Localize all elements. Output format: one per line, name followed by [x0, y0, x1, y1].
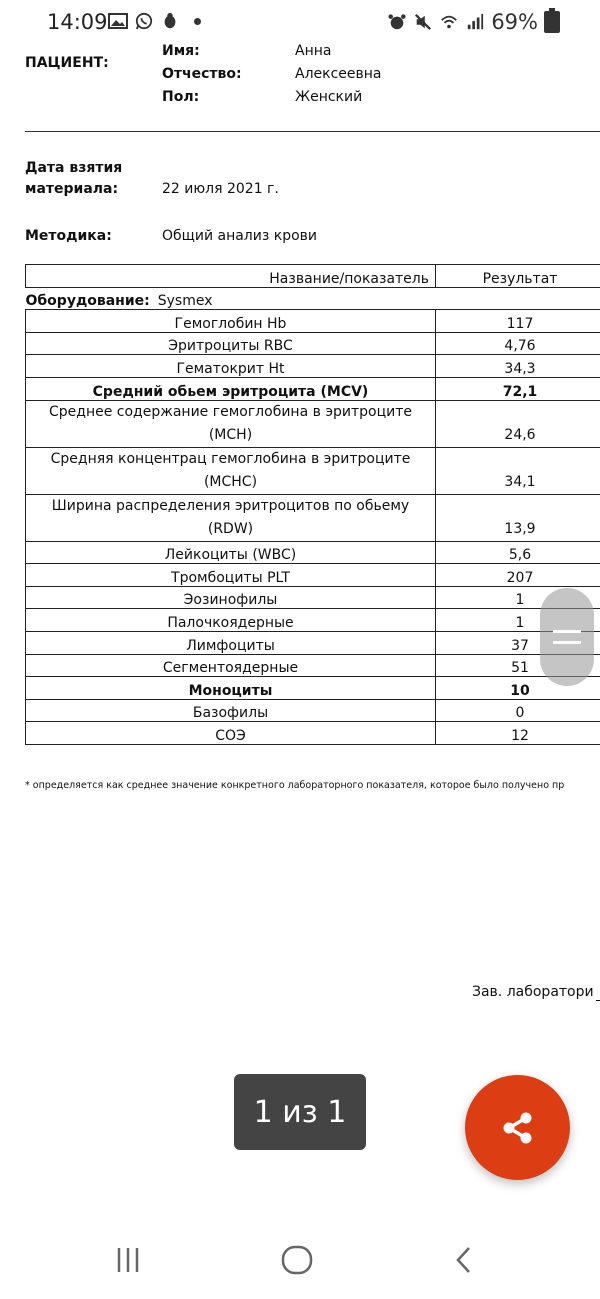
header-result: Результат: [436, 265, 600, 288]
row-name: Лейкоциты (WBC): [26, 541, 436, 564]
recents-button[interactable]: [108, 1240, 148, 1280]
row-result: 34,3: [436, 355, 600, 378]
row-result: 24,6: [436, 400, 600, 447]
sample-date-label: материала:: [25, 181, 119, 197]
recents-icon: [113, 1245, 143, 1275]
table-row: [26, 355, 600, 378]
page-indicator: 1 из 1: [234, 1074, 366, 1150]
status-time: 14:09: [47, 10, 108, 34]
row-name: Среднее содержание гемоглобина в эритроците: [49, 403, 412, 420]
row-name: Базофилы: [26, 699, 436, 722]
scroll-grip-line: [553, 641, 581, 644]
back-icon: [449, 1245, 479, 1275]
row-name: Лимфоциты: [26, 631, 436, 654]
sample-date-value: 22 июля 2021 г.: [162, 181, 279, 197]
row-result: 72,1: [436, 377, 600, 400]
row-result: 10: [436, 677, 600, 700]
table-header-row: [26, 265, 600, 288]
signature-text: Зав. лаборатори: [472, 984, 594, 1000]
row-result: 0: [436, 699, 600, 722]
row-name: Сегментоядерные: [26, 654, 436, 677]
footnote: * определяется как среднее значение конкретного лабораторного показателя, которое было получено пр: [25, 780, 565, 791]
table-row: [26, 654, 600, 677]
equipment-label: Оборудование:: [25, 293, 150, 310]
row-name: Гемоглобин Hb: [26, 310, 436, 333]
home-button[interactable]: [277, 1240, 317, 1280]
row-name: Эозинофилы: [26, 586, 436, 609]
row-result: 12: [436, 722, 600, 745]
row-name: Средний обьем эритроцита (MCV): [26, 377, 436, 400]
home-icon: [280, 1243, 314, 1277]
results-table: [25, 264, 600, 745]
row-result: 1: [436, 609, 600, 632]
table-row: [26, 722, 600, 745]
header-name: Название/показатель: [26, 265, 436, 288]
row-name: Средняя концентрац гемоглобина в эритроците: [50, 450, 411, 467]
table-row: [26, 541, 600, 564]
patient-field-value: Женский: [295, 89, 363, 105]
row-name: Эритроциты RBC: [26, 332, 436, 355]
table-row: [26, 699, 600, 722]
row-result: 4,76: [436, 332, 600, 355]
patient-field-value: Алексеевна: [295, 66, 382, 82]
row-name-abbr: (RDW): [207, 520, 254, 537]
row-name: Тромбоциты PLT: [26, 564, 436, 587]
method-label: Методика:: [25, 228, 112, 244]
row-result: 117: [436, 310, 600, 333]
equipment-row: [26, 287, 600, 310]
divider: [25, 131, 600, 132]
row-name: СОЭ: [26, 722, 436, 745]
table-row: [26, 310, 600, 333]
patient-field-label: Пол:: [162, 89, 200, 105]
row-name-abbr: (MCH): [208, 426, 253, 443]
patient-label: ПАЦИЕНТ:: [25, 55, 109, 71]
row-result: 13,9: [436, 494, 600, 541]
fast-scroll-handle[interactable]: [540, 588, 594, 686]
table-row: [26, 564, 600, 587]
share-button[interactable]: [465, 1075, 570, 1180]
row-result: 5,6: [436, 541, 600, 564]
back-button[interactable]: [444, 1240, 484, 1280]
signature-line: [472, 984, 594, 1000]
table-row: [26, 494, 600, 541]
row-result: 51: [436, 654, 600, 677]
scroll-grip-line: [553, 630, 581, 633]
patient-field-value: Анна: [295, 43, 332, 59]
row-result: 37: [436, 631, 600, 654]
table-row: [26, 631, 600, 654]
row-name-abbr: (MCHC): [203, 473, 258, 490]
sample-date-label: Дата взятия: [25, 160, 123, 176]
table-row: [26, 400, 600, 447]
table-row: [26, 677, 600, 700]
table-row: [26, 447, 600, 494]
patient-field-label: Имя:: [162, 43, 200, 59]
row-result: 207: [436, 564, 600, 587]
table-row: [26, 377, 600, 400]
method-value: Общий анализ крови: [162, 228, 317, 244]
table-row: [26, 586, 600, 609]
row-name: Палочкоядерные: [26, 609, 436, 632]
table-row: [26, 332, 600, 355]
row-result: 34,1: [436, 447, 600, 494]
patient-field-label: Отчество:: [162, 66, 242, 82]
navigation-bar: [0, 1220, 600, 1299]
share-icon: [498, 1108, 538, 1148]
signature-underline: [596, 1000, 600, 1001]
row-name: Гематокрит Ht: [26, 355, 436, 378]
row-name: Ширина распределения эритроцитов по обьему: [51, 497, 410, 514]
battery-percent: 69%: [491, 10, 538, 34]
table-row: [26, 609, 600, 632]
equipment-value: Sysmex: [157, 293, 213, 310]
row-result: 1: [436, 586, 600, 609]
row-name: Моноциты: [26, 677, 436, 700]
